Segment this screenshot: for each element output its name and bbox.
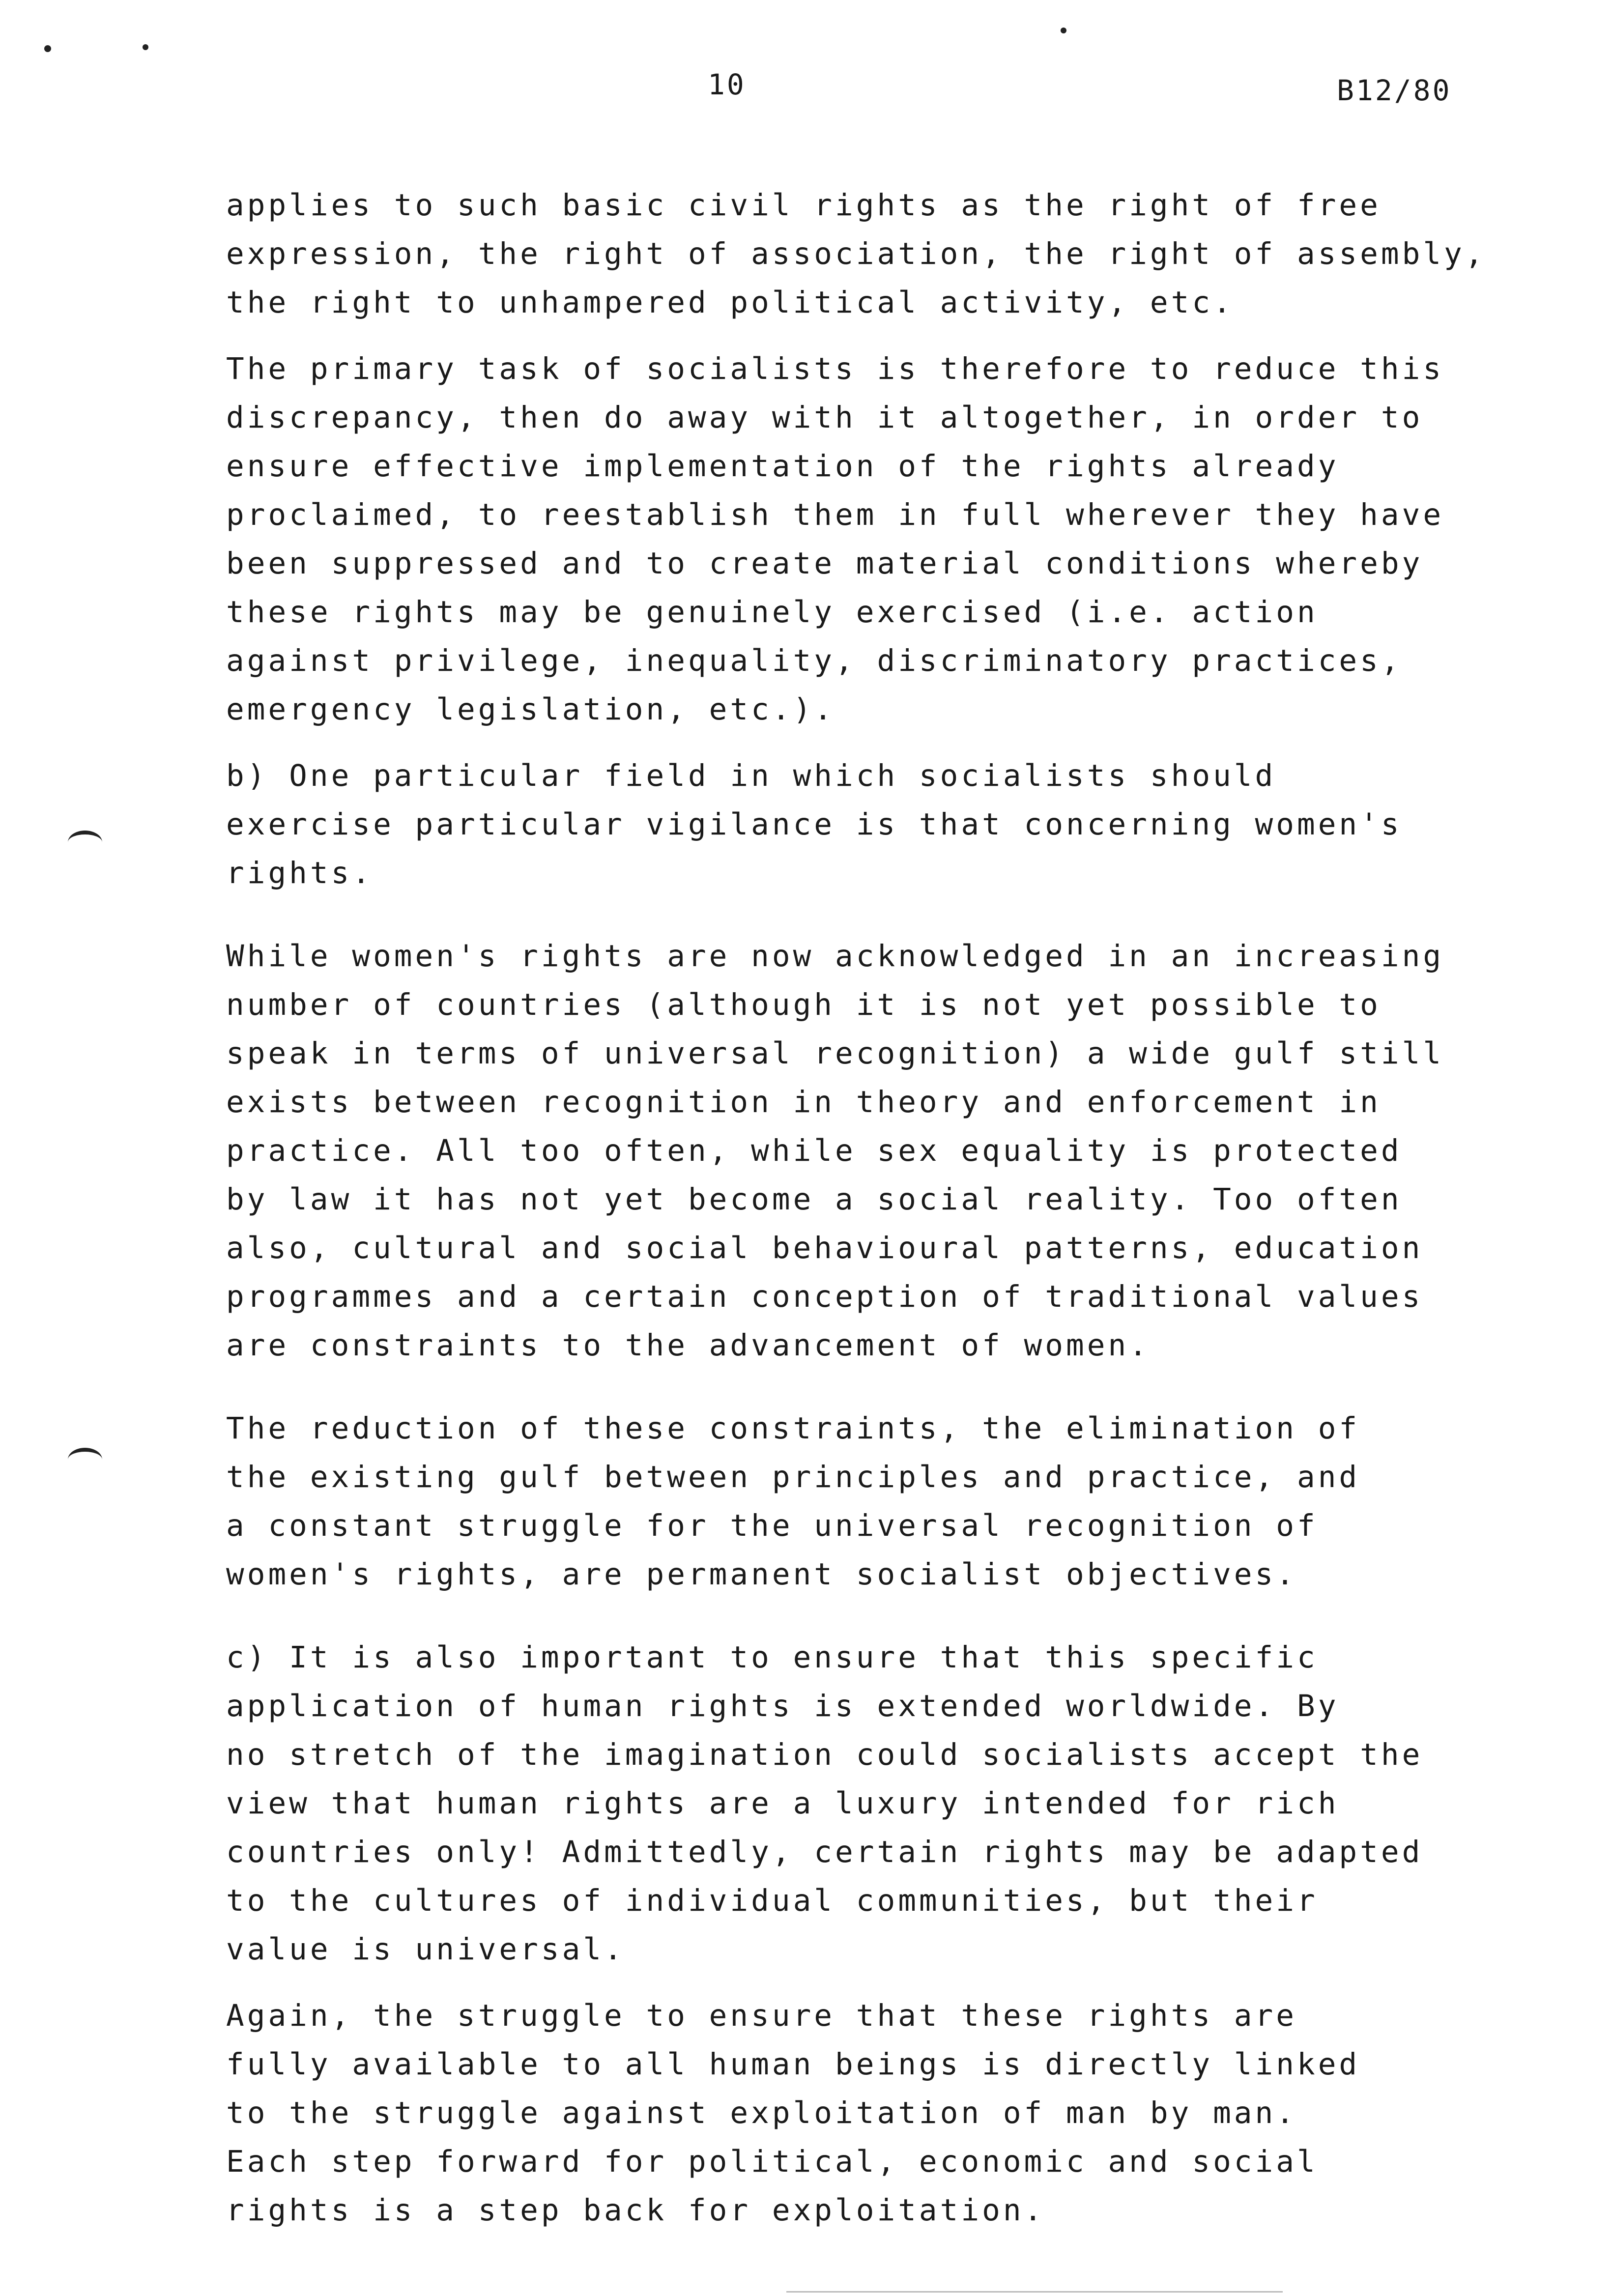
paragraph [226,1633,1583,1974]
text-line: Each step forward for political, economic and social [226,2144,1318,2179]
text-line: programmes and a certain conception of traditional values [226,1279,1423,1314]
text-line: ensure effective implementation of the rights already [226,449,1339,484]
text-line: Again, the struggle to ensure that these rights are [226,1998,1297,2033]
paragraph [226,751,1583,897]
text-line: c) It is also important to ensure that this specific [226,1640,1318,1675]
text-line: against privilege, inequality, discriminatory practices, [226,643,1402,678]
text-line: no stretch of the imagination could socialists accept the [226,1737,1423,1772]
text-line: to the struggle against exploitation of man by man. [226,2095,1297,2130]
text-line: The reduction of these constraints, the elimination of [226,1411,1360,1446]
paragraph [226,932,1583,1370]
text-line: women's rights, are permanent socialist objectives. [226,1557,1297,1592]
punch-hole-mark [68,831,102,854]
text-line: fully available to all human beings is directly linked [226,2047,1360,2082]
text-line: been suppressed and to create material conditions whereby [226,546,1423,581]
text-line: these rights may be genuinely exercised (i.e. action [226,595,1318,630]
scan-speck [143,44,148,50]
scan-speck [1061,28,1066,33]
paragraph [226,181,1583,327]
text-line: by law it has not yet become a social reality. Too often [226,1182,1402,1217]
text-line: rights is a step back for exploitation. [226,2193,1045,2228]
paragraph [226,1991,1583,2235]
text-line: the right to unhampered political activity, etc. [226,285,1234,320]
text-line: the existing gulf between principles and practice, and [226,1460,1360,1494]
text-line: number of countries (although it is not yet possible to [226,987,1381,1022]
punch-hole-mark [68,1448,102,1471]
text-line: a constant struggle for the universal recognition of [226,1508,1318,1543]
text-line: proclaimed, to reestablish them in full wherever they have [226,497,1444,532]
text-line: exists between recognition in theory and enforcement in [226,1085,1381,1119]
scan-speck [44,45,51,52]
text-line: are constraints to the advancement of women. [226,1328,1150,1363]
paragraph [226,344,1583,734]
text-line: countries only! Admittedly, certain rights may be adapted [226,1835,1423,1869]
body-text [226,181,1583,2235]
text-line: exercise particular vigilance is that concerning women's [226,807,1402,842]
text-line: speak in terms of universal recognition) a wide gulf still [226,1036,1444,1071]
page-number: 10 [708,68,746,101]
text-line: application of human rights is extended worldwide. By [226,1689,1339,1723]
text-line: value is universal. [226,1932,625,1967]
text-line: practice. All too often, while sex equality is protected [226,1133,1402,1168]
text-line: rights. [226,856,374,890]
text-line: to the cultures of individual communities, but their [226,1883,1318,1918]
paragraph [226,1404,1583,1599]
bottom-rule [786,2291,1283,2293]
document-reference: B12/80 [1337,74,1452,107]
text-line: also, cultural and social behavioural patterns, education [226,1231,1423,1265]
text-line: expression, the right of association, the right of assembly, [226,236,1486,271]
text-line: view that human rights are a luxury intended for rich [226,1786,1339,1821]
text-line: While women's rights are now acknowledged in an increasing [226,939,1444,974]
text-line: emergency legislation, etc.). [226,692,835,727]
text-line: discrepancy, then do away with it altogether, in order to [226,400,1423,435]
text-line: applies to such basic civil rights as the right of free [226,188,1381,223]
text-line: b) One particular field in which socialists should [226,758,1276,793]
text-line: The primary task of socialists is therefore to reduce this [226,351,1444,386]
